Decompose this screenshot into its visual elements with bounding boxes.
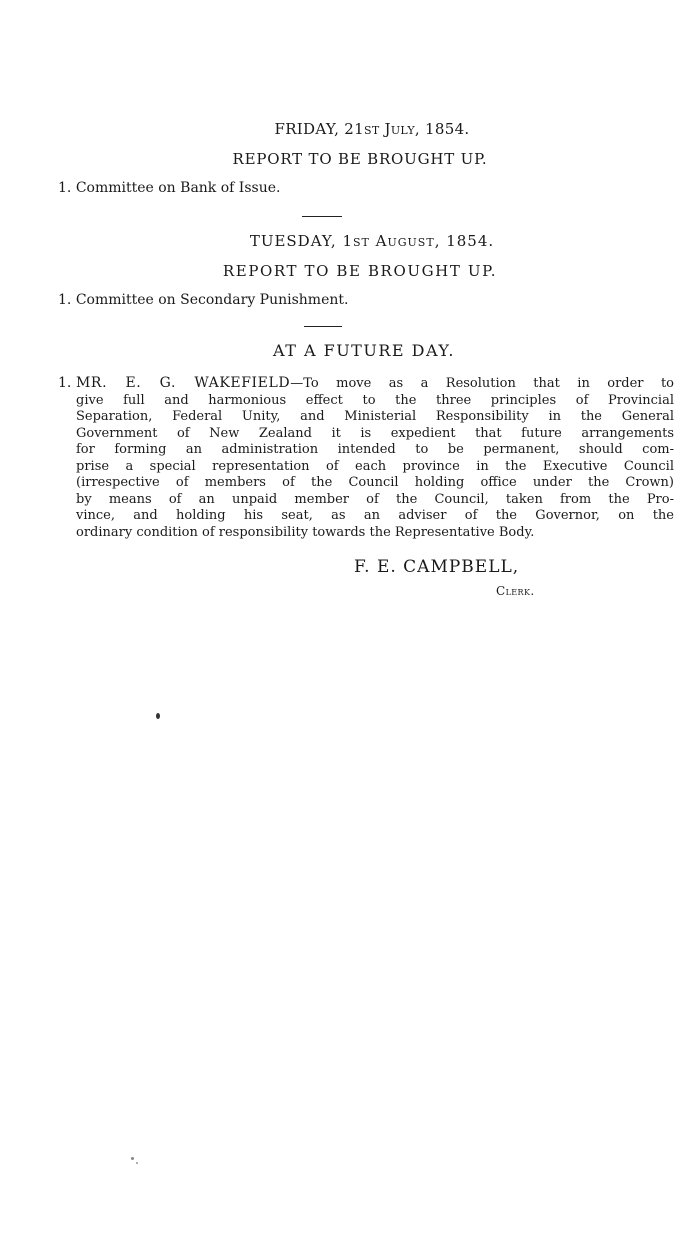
motion-line-9: vince, and holding his seat, as an adviser of the Governor, on the bbox=[76, 508, 674, 523]
motion-line-3: Separation, Federal Unity, and Ministerial Responsibility in the General bbox=[76, 409, 674, 424]
member-name: MR. E. G. WAKEFIELD bbox=[76, 375, 291, 391]
section-divider bbox=[302, 216, 342, 217]
order-item-bank-of-issue bbox=[58, 180, 280, 196]
motion-line-10: ordinary condition of responsibility towards the Representative Body. bbox=[76, 524, 535, 540]
date-heading-tuesday: TUESDAY, 1st August, 1854. bbox=[249, 232, 495, 250]
scan-speck bbox=[136, 1162, 138, 1164]
report-heading-tuesday: REPORT TO BE BROUGHT UP. bbox=[222, 262, 498, 280]
scan-speck bbox=[131, 1157, 134, 1160]
section-divider bbox=[304, 326, 342, 327]
date-heading-friday: FRIDAY, 21st July, 1854. bbox=[274, 120, 470, 138]
scan-speck bbox=[156, 713, 160, 719]
item-number: 1. bbox=[58, 375, 72, 391]
motion-line-5: for forming an administration intended to be permanent, should com- bbox=[76, 442, 674, 457]
motion-line-1: MR. E. G. WAKEFIELD—To move as a Resolution that in order to bbox=[76, 375, 674, 391]
motion-wakefield bbox=[58, 375, 674, 541]
item-text: Committee on Secondary Punishment. bbox=[75, 292, 349, 308]
report-heading-friday: REPORT TO BE BROUGHT UP. bbox=[232, 150, 488, 168]
motion-line-8: by means of an unpaid member of the Council, taken from the Pro- bbox=[76, 491, 674, 507]
clerk-title: Clerk. bbox=[496, 584, 535, 598]
motion-line-2: give full and harmonious effect to the three principles of Provincial bbox=[76, 392, 674, 408]
motion-line-4: Government of New Zealand it is expedient that future arrangements bbox=[76, 425, 674, 441]
clerk-signature-name: F. E. CAMPBELL, bbox=[354, 557, 520, 577]
item-number: 1. bbox=[58, 180, 72, 196]
order-item-secondary-punishment bbox=[58, 292, 348, 308]
item-number: 1. bbox=[58, 292, 72, 308]
item-text: Committee on Bank of Issue. bbox=[75, 180, 281, 196]
future-day-heading: AT A FUTURE DAY. bbox=[273, 341, 455, 360]
motion-line-7: (irrespective of members of the Council holding office under the Crown) bbox=[76, 475, 674, 490]
motion-line-6: prise a special representation of each province in the Executive Council bbox=[76, 458, 674, 474]
